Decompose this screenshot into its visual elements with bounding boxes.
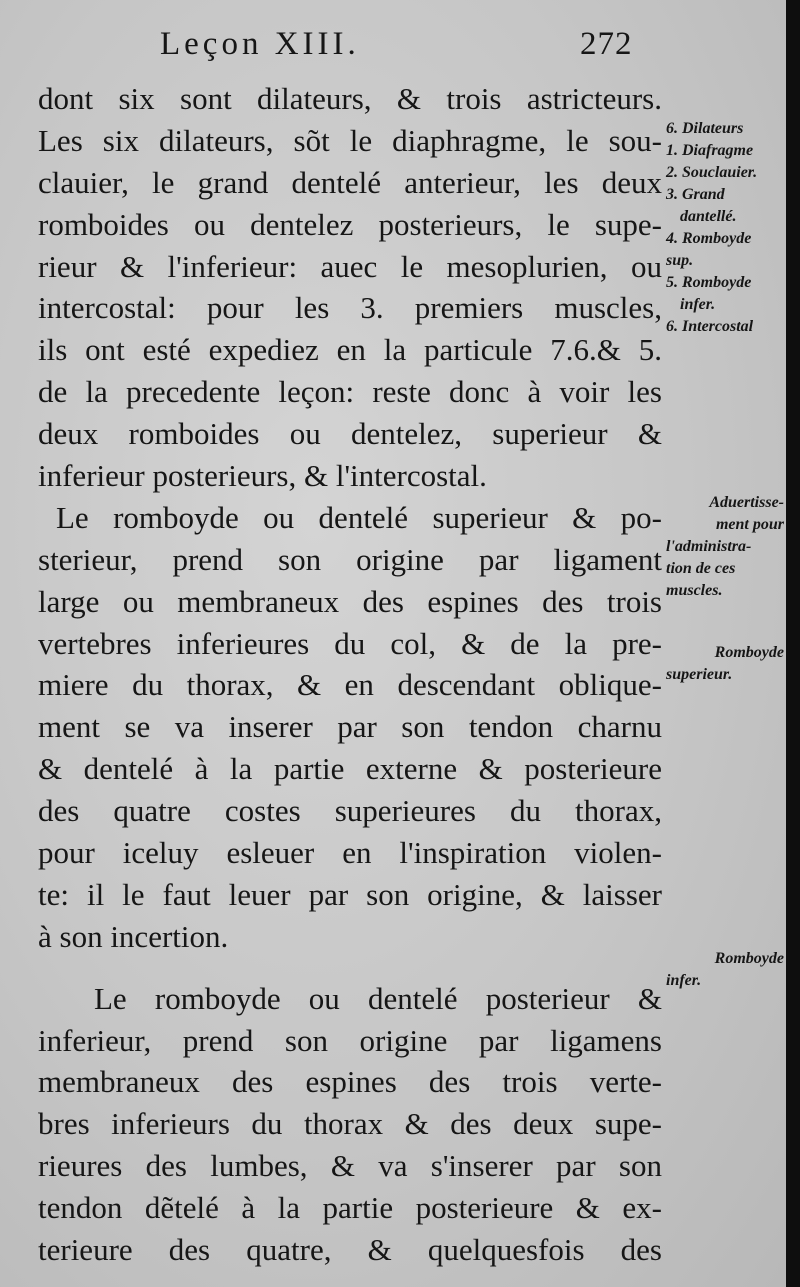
text-line: romboides ou dentelez posterieurs, le supe- <box>38 206 662 242</box>
note-line: dantellé. <box>680 208 737 225</box>
note-line: 1. Diafragme <box>666 142 754 159</box>
text-line: bres inferieurs du thorax & des deux supe- <box>38 1106 662 1142</box>
note-line: 5. Romboyde <box>666 274 752 291</box>
text-line: miere du thorax, & en descendant oblique- <box>38 667 662 703</box>
text-line: inferieur, prend son origine par ligamens <box>38 1022 662 1058</box>
text-line: ment se va inserer par son tendon charnu <box>38 709 662 745</box>
note-line: tion de ces <box>666 560 736 577</box>
text-line: terieure des quatre, & quelquesfois des <box>38 1232 662 1268</box>
paragraph-gap <box>38 958 662 978</box>
text-line: Le romboyde ou dentelé posterieur & <box>94 980 662 1016</box>
text-line: des quatre costes superieures du thorax, <box>38 793 662 829</box>
margin-note-romboyde-inferieur <box>666 948 784 992</box>
text-line: rieures des lumbes, & va s'inserer par son <box>38 1148 662 1184</box>
text-line: membraneux des espines des trois verte- <box>38 1064 662 1100</box>
text-line: inferieur posterieurs, & l'intercostal. <box>38 458 487 494</box>
note-line: l'administra- <box>666 538 752 555</box>
note-line: sup. <box>666 252 694 269</box>
chapter-heading: Leçon XIII. <box>160 26 360 62</box>
margin-note-romboyde-superieur <box>666 642 784 686</box>
text-line: deux romboides ou dentelez, superieur & <box>38 416 662 452</box>
note-line: 3. Grand <box>666 186 725 203</box>
text-line: sterieur, prend son origine par ligament <box>38 541 662 577</box>
main-text <box>38 78 662 1271</box>
text-line: Le romboyde ou dentelé superieur & po- <box>56 499 662 535</box>
text-line: rieur & l'inferieur: auec le mesoplurien, ou <box>38 248 662 284</box>
note-line: Aduertisse- <box>709 494 784 511</box>
running-head <box>160 26 640 70</box>
margin-note-aduertissement <box>666 492 784 602</box>
text-line: ils ont esté expediez en la particule 7.6.& 5. <box>38 332 662 368</box>
note-line: Romboyde <box>714 950 784 967</box>
text-line: à son incertion. <box>38 918 229 954</box>
note-line: infer. <box>680 296 716 313</box>
text-line: de la precedente leçon: reste donc à voir les <box>38 374 662 410</box>
text-line: vertebres inferieures du col, & de la pre- <box>38 625 662 661</box>
page-number: 272 <box>580 26 633 62</box>
text-line: Les six dilateurs, sõt le diaphragme, le sou- <box>38 122 662 158</box>
text-line: clauier, le grand dentelé anterieur, les deux <box>38 164 662 200</box>
note-line: 2. Souclauier. <box>666 164 758 181</box>
note-line: Romboyde <box>714 644 784 661</box>
note-line: muscles. <box>666 582 723 599</box>
text-line: tendon dẽtelé à la partie posterieure & ex- <box>38 1190 662 1226</box>
note-line: infer. <box>666 972 702 989</box>
margin-note-dilateurs <box>666 118 784 338</box>
note-line: 6. Dilateurs <box>666 120 744 137</box>
text-line: & dentelé à la partie externe & posterieure <box>38 751 662 787</box>
note-line: ment pour <box>715 516 784 533</box>
text-line: pour iceluy esleuer en l'inspiration violen- <box>38 835 662 871</box>
note-line: 4. Romboyde <box>666 230 752 247</box>
text-line: intercostal: pour les 3. premiers muscles, <box>38 290 662 326</box>
text-line: te: il le faut leuer par son origine, & laisser <box>38 876 662 912</box>
note-line: superieur. <box>666 666 733 683</box>
text-line: large ou membraneux des espines des trois <box>38 583 662 619</box>
binding-shadow <box>786 0 800 1287</box>
text-line: dont six sont dilateurs, & trois astricteurs. <box>38 81 662 116</box>
note-line: 6. Intercostal <box>666 318 754 335</box>
